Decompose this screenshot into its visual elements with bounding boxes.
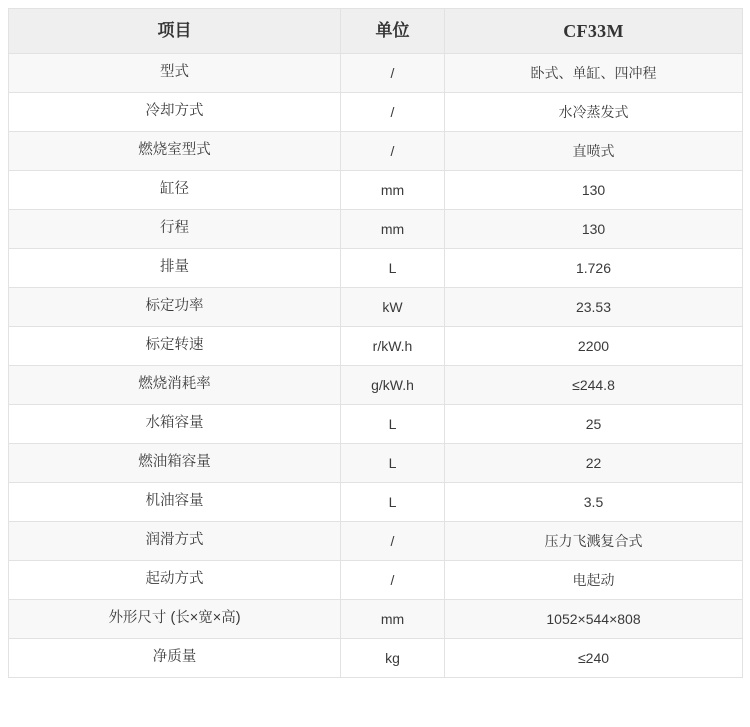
cell-value: 卧式、单缸、四冲程 — [445, 54, 743, 93]
cell-item: 净质量 — [9, 639, 341, 678]
cell-value: 1.726 — [445, 249, 743, 288]
table-row — [9, 366, 743, 405]
cell-unit: g/kW.h — [341, 366, 445, 405]
table-row — [9, 444, 743, 483]
cell-unit: mm — [341, 600, 445, 639]
cell-item: 标定转速 — [9, 327, 341, 366]
table-row — [9, 249, 743, 288]
cell-unit: L — [341, 444, 445, 483]
cell-unit: r/kW.h — [341, 327, 445, 366]
cell-item: 外形尺寸 (长×宽×高) — [9, 600, 341, 639]
table-header — [9, 9, 743, 54]
cell-item: 燃油箱容量 — [9, 444, 341, 483]
cell-item: 机油容量 — [9, 483, 341, 522]
cell-item: 排量 — [9, 249, 341, 288]
cell-value: 1052×544×808 — [445, 600, 743, 639]
cell-value: 3.5 — [445, 483, 743, 522]
cell-item: 冷却方式 — [9, 93, 341, 132]
table-row — [9, 54, 743, 93]
cell-value: 23.53 — [445, 288, 743, 327]
column-header-item: 项目 — [9, 9, 341, 54]
cell-unit: L — [341, 405, 445, 444]
cell-item: 标定功率 — [9, 288, 341, 327]
cell-value: 直喷式 — [445, 132, 743, 171]
cell-value: 2200 — [445, 327, 743, 366]
cell-item: 型式 — [9, 54, 341, 93]
cell-value: 电起动 — [445, 561, 743, 600]
cell-unit: kW — [341, 288, 445, 327]
table-body — [9, 54, 743, 678]
table-row — [9, 93, 743, 132]
cell-unit: L — [341, 249, 445, 288]
table-row — [9, 561, 743, 600]
cell-value: 130 — [445, 171, 743, 210]
cell-item: 润滑方式 — [9, 522, 341, 561]
table-row — [9, 483, 743, 522]
table-row — [9, 522, 743, 561]
cell-unit: mm — [341, 210, 445, 249]
cell-item: 燃烧消耗率 — [9, 366, 341, 405]
cell-item: 起动方式 — [9, 561, 341, 600]
cell-unit: / — [341, 54, 445, 93]
cell-item: 缸径 — [9, 171, 341, 210]
cell-unit: / — [341, 93, 445, 132]
table-row — [9, 288, 743, 327]
cell-value: 水冷蒸发式 — [445, 93, 743, 132]
specification-table — [8, 8, 743, 678]
cell-unit: mm — [341, 171, 445, 210]
column-header-unit: 单位 — [341, 9, 445, 54]
table-header-row — [9, 9, 743, 54]
column-header-model: CF33M — [445, 9, 743, 54]
cell-item: 行程 — [9, 210, 341, 249]
cell-unit: / — [341, 132, 445, 171]
cell-value: ≤244.8 — [445, 366, 743, 405]
table-row — [9, 132, 743, 171]
cell-value: 25 — [445, 405, 743, 444]
table-row — [9, 405, 743, 444]
cell-unit: kg — [341, 639, 445, 678]
cell-unit: / — [341, 561, 445, 600]
table-row — [9, 327, 743, 366]
table-row — [9, 600, 743, 639]
cell-value: ≤240 — [445, 639, 743, 678]
table-row — [9, 210, 743, 249]
cell-item: 水箱容量 — [9, 405, 341, 444]
table-row — [9, 639, 743, 678]
cell-value: 130 — [445, 210, 743, 249]
cell-unit: L — [341, 483, 445, 522]
cell-unit: / — [341, 522, 445, 561]
cell-item: 燃烧室型式 — [9, 132, 341, 171]
cell-value: 22 — [445, 444, 743, 483]
cell-value: 压力飞溅复合式 — [445, 522, 743, 561]
table-row — [9, 171, 743, 210]
